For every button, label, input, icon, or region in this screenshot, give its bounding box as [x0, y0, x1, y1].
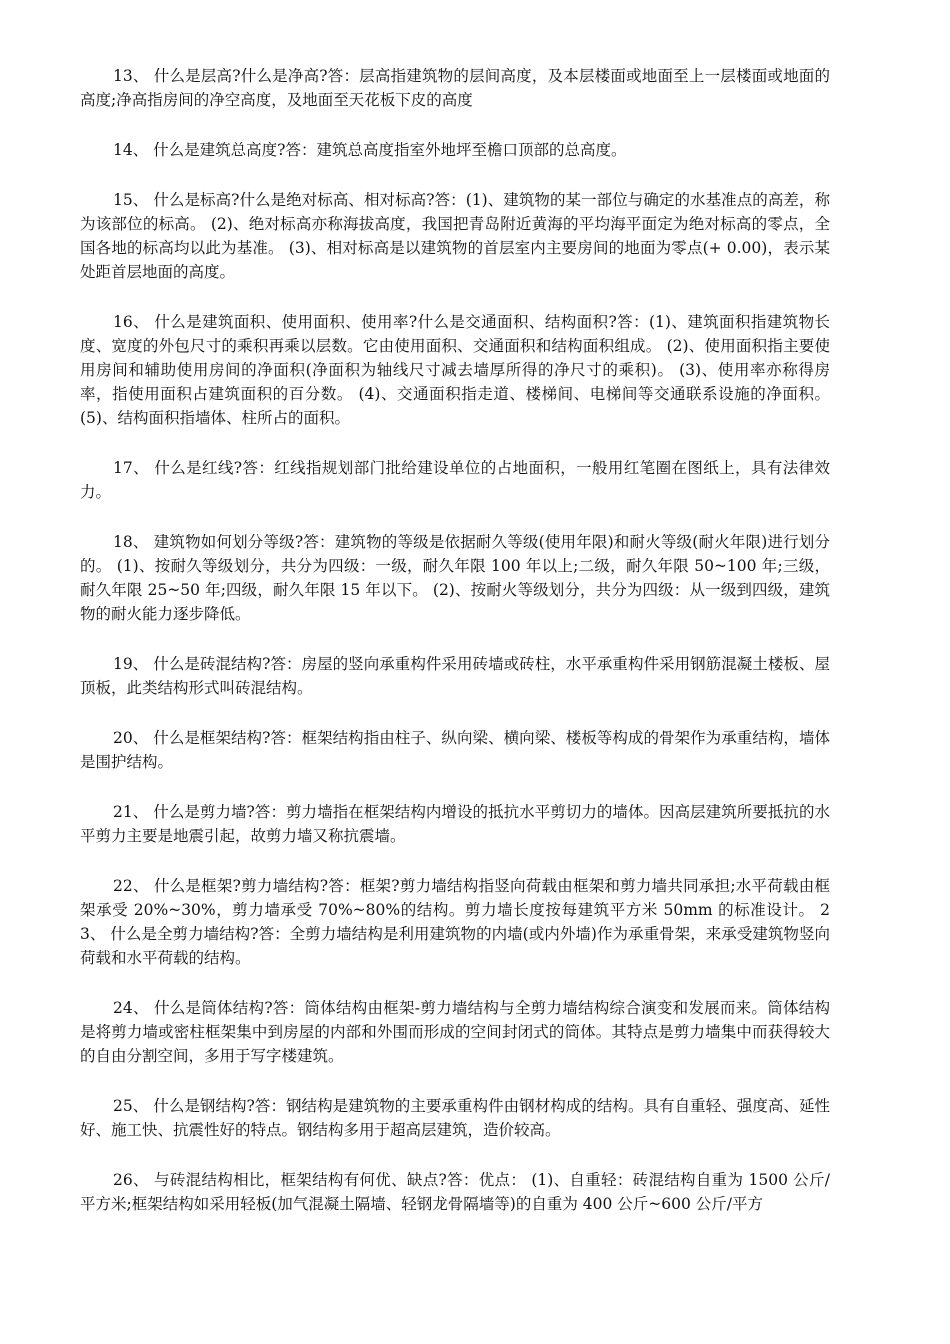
paragraph-q14: 14、 什么是建筑总高度?答：建筑总高度指室外地坪至檐口顶部的总高度。 — [113, 141, 627, 159]
paragraph-q19: 19、 什么是砖混结构?答：房屋的竖向承重构件采用砖墙或砖柱，水平承重构件采用钢筋混凝土楼板、屋顶板，此类结构形式叫砖混结构。 — [80, 655, 830, 697]
paragraph-q26: 26、 与砖混结构相比，框架结构有何优、缺点?答：优点： (1)、自重轻：砖混结构自重为 1500 公斤/平方米;框架结构如采用轻板(加气混凝土隔墙、轻钢龙骨隔墙等)的自重为 400 公斤~600 公斤/平方 — [80, 1171, 830, 1213]
paragraph-q21: 21、 什么是剪力墙?答：剪力墙指在框架结构内增设的抵抗水平剪切力的墙体。因高层建筑所要抵抗的水平剪力主要是地震引起，故剪力墙又称抗震墙。 — [80, 803, 830, 845]
paragraph-q16: 16、 什么是建筑面积、使用面积、使用率?什么是交通面积、结构面积?答：(1)、建筑面积指建筑物长度、宽度的外包尺寸的乘积再乘以层数。它由使用面积、交通面积和结构面积组成。 (2)、使用面积指主要使用房间和辅助使用房间的净面积(净面积为轴线尺寸减去墙厚所得的净尺寸的乘积)。 (3)、使用率亦称得房率，指使用面积占建筑面积的百分数。 (4)、交通面积指走道、楼梯间、电梯间等交通联系设施的净面积。 (5)、结构面积指墙体、柱所占的面积。 — [80, 313, 830, 427]
paragraph-q22-23: 22、 什么是框架?剪力墙结构?答：框架?剪力墙结构指竖向荷载由框架和剪力墙共同承担;水平荷载由框架承受 20%~30%，剪力墙承受 70%~80%的结构。剪力墙长度按每建筑平方米 50mm 的标准设计。 23、 什么是全剪力墙结构?答：全剪力墙结构是利用建筑物的内墙(或内外墙)作为承重骨架，来承受建筑物竖向荷载和水平荷载的结构。 — [80, 877, 830, 967]
paragraph-q25: 25、 什么是钢结构?答：钢结构是建筑物的主要承重构件由钢材构成的结构。具有自重轻、强度高、延性好、施工快、抗震性好的特点。钢结构多用于超高层建筑，造价较高。 — [80, 1097, 830, 1139]
paragraph-q24: 24、 什么是筒体结构?答：筒体结构由框架-剪力墙结构与全剪力墙结构综合演变和发展而来。筒体结构是将剪力墙或密柱框架集中到房屋的内部和外围而形成的空间封闭式的筒体。其特点是剪力墙集中而获得较大的自由分割空间，多用于写字楼建筑。 — [80, 999, 830, 1065]
paragraph-q20: 20、 什么是框架结构?答：框架结构指由柱子、纵向梁、横向梁、楼板等构成的骨架作为承重结构，墙体是围护结构。 — [80, 729, 830, 771]
paragraph-q18: 18、 建筑物如何划分等级?答：建筑物的等级是依据耐久等级(使用年限)和耐火等级(耐火年限)进行划分的。 (1)、按耐久等级划分，共分为四级：一级，耐久年限 100 年以上;二级，耐久年限 50~100 年;三级，耐久年限 25~50 年;四级，耐久年限 15 年以下。 (2)、按耐火等级划分，共分为四级：从一级到四级，建筑物的耐火能力逐步降低。 — [80, 533, 830, 623]
paragraph-q13: 13、 什么是层高?什么是净高?答：层高指建筑物的层间高度，及本层楼面或地面至上一层楼面或地面的高度;净高指房间的净空高度，及地面至天花板下皮的高度 — [80, 67, 830, 109]
document-body — [80, 64, 830, 1242]
paragraph-q15: 15、 什么是标高?什么是绝对标高、相对标高?答：(1)、建筑物的某一部位与确定的水基准点的高差，称为该部位的标高。 (2)、绝对标高亦称海拔高度，我国把青岛附近黄海的平均海平面定为绝对标高的零点，全国各地的标高均以此为基准。 (3)、相对标高是以建筑物的首层室内主要房间的地面为零点(+ 0.00)，表示某处距首层地面的高度。 — [80, 191, 831, 281]
paragraph-q17: 17、 什么是红线?答：红线指规划部门批给建设单位的占地面积，一般用红笔圈在图纸上，具有法律效力。 — [80, 459, 830, 501]
